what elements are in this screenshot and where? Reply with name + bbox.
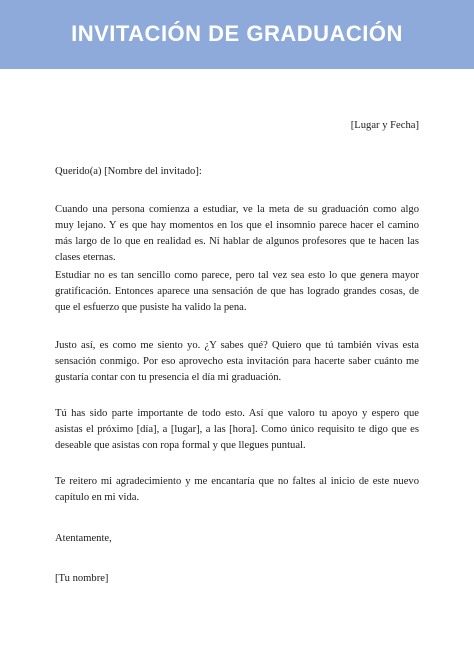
document-title: INVITACIÓN DE GRADUACIÓN — [71, 20, 403, 46]
paragraph-4: Tú has sido parte importante de todo esto. Así que valoro tu apoyo y espero que asistas el próximo [día], a [lugar], a las [hora]. Como único requisito te digo que es deseable que asistas con ropa formal y que llegues puntual. — [55, 408, 419, 451]
header-banner — [0, 0, 474, 69]
salutation: Querido(a) [Nombre del invitado]: — [55, 166, 202, 177]
paragraph-3: Justo así, es como me siento yo. ¿Y sabes qué? Quiero que tú también vivas esta sensación conmigo. Por eso aprovecho esta invitación para hacerte saber cuánto me gustaría contar con tu presencia el día mi graduación. — [55, 340, 419, 383]
paragraph-2: Estudiar no es tan sencillo como parece, pero tal vez sea esto lo que genera mayor gratificación. Entonces aparece una sensación de que has logrado grandes cosas, de que el esfuerzo que pusiste ha valido la pena. — [55, 270, 419, 313]
place-date-placeholder: [Lugar y Fecha] — [350, 120, 419, 131]
signature-placeholder: [Tu nombre] — [55, 573, 109, 584]
paragraph-5: Te reitero mi agradecimiento y me encantaría que no faltes al inicio de este nuevo capítulo en mi vida. — [55, 476, 419, 503]
paragraph-1: Cuando una persona comienza a estudiar, ve la meta de su graduación como algo muy lejano. Y es que hay momentos en los que el insomnio parece hacer el camino más largo de lo que en realidad es. Ni hablar de algunos profesores que te hacen las clases eternas. — [55, 204, 419, 263]
closing: Atentamente, — [55, 533, 112, 544]
